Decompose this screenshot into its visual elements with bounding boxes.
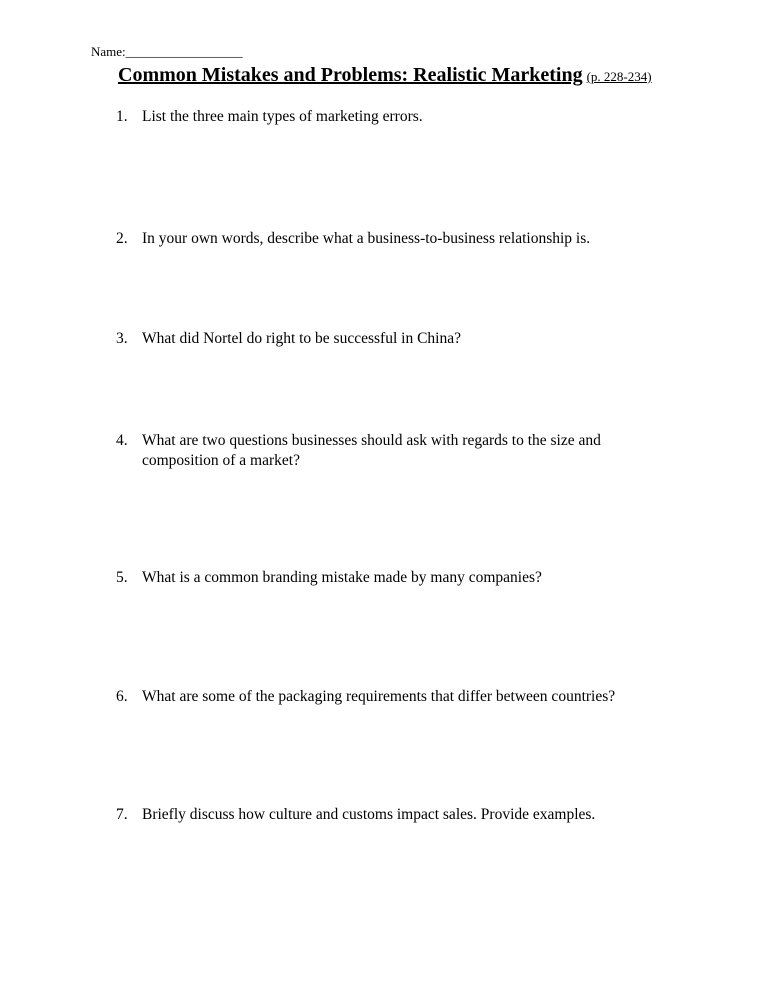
question-number: 5. [116, 569, 128, 586]
worksheet-title [118, 62, 652, 90]
question-text: What are some of the packaging requirements that differ between countries? [142, 688, 616, 705]
question-text: What did Nortel do right to be successful in China? [142, 330, 461, 347]
name-label: Name: [91, 44, 126, 59]
question-text: What are two questions businesses should ask with regards to the size and composition of a market? [142, 432, 601, 469]
name-field[interactable] [91, 44, 243, 60]
title-text: Common Mistakes and Problems: Realistic Marketing [118, 64, 583, 86]
question-4 [118, 431, 678, 471]
question-number: 6. [116, 688, 128, 705]
question-5 [118, 568, 678, 588]
question-6 [118, 687, 678, 707]
name-blank-line[interactable]: __________________ [125, 44, 243, 59]
page-reference: (p. 228-234) [586, 69, 652, 84]
question-text: Briefly discuss how culture and customs impact sales. Provide examples. [142, 806, 596, 823]
question-text: What is a common branding mistake made by many companies? [142, 569, 542, 586]
question-number: 7. [116, 806, 128, 823]
question-2 [118, 229, 678, 249]
question-number: 4. [116, 432, 128, 449]
question-number: 2. [116, 230, 128, 247]
question-7 [118, 805, 678, 825]
question-text: List the three main types of marketing errors. [142, 108, 423, 125]
question-number: 3. [116, 330, 128, 347]
question-1 [118, 107, 678, 127]
question-3 [118, 329, 678, 349]
question-number: 1. [116, 108, 128, 125]
question-text: In your own words, describe what a business-to-business relationship is. [142, 230, 591, 247]
